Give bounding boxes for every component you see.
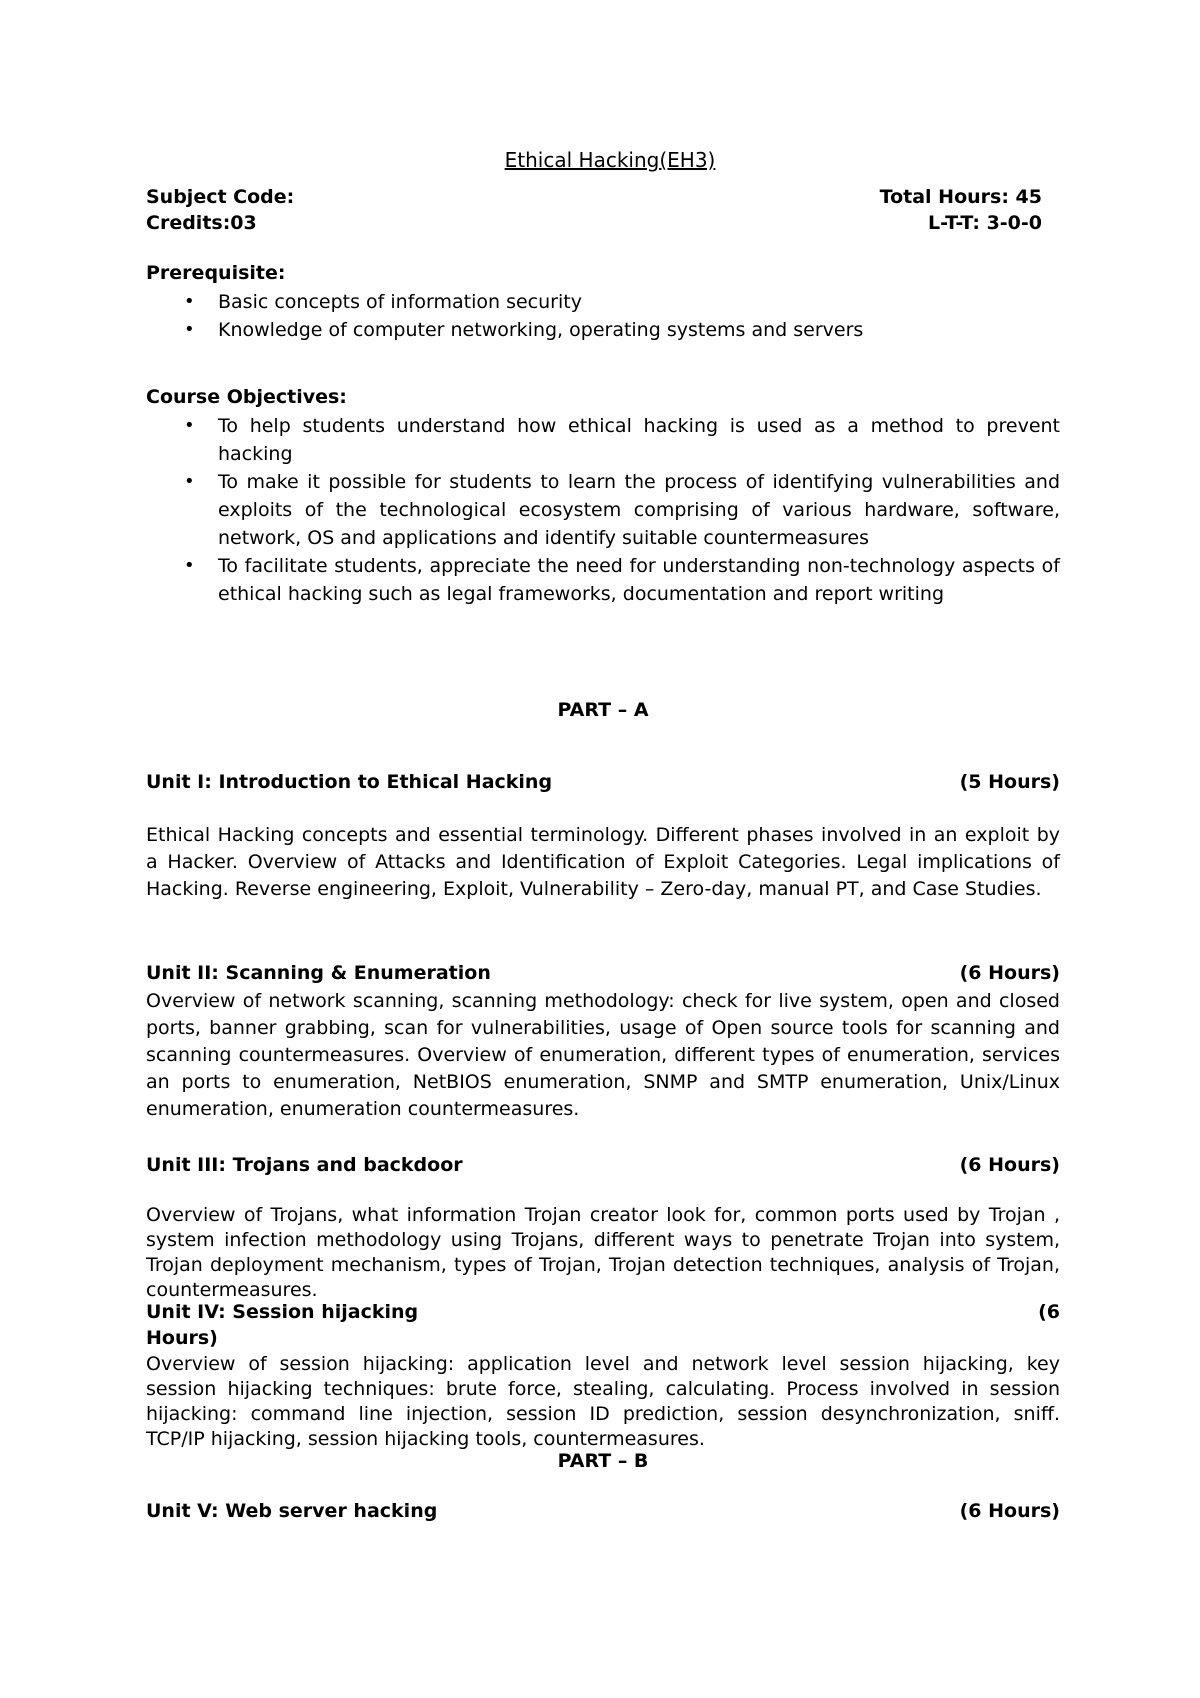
list-item: • Knowledge of computer networking, operating systems and servers <box>146 316 1060 344</box>
prerequisite-list <box>146 288 1060 344</box>
unit-5 <box>146 1500 1060 1526</box>
part-a-heading: PART – A <box>557 699 649 721</box>
meta-row-1 <box>146 186 1060 212</box>
unit-2 <box>146 962 1060 1123</box>
credits: Credits:03 <box>146 212 257 234</box>
objectives-section <box>146 386 1060 608</box>
bullet-icon: • <box>184 471 195 492</box>
unit-hours-end: Hours) <box>146 1327 218 1349</box>
unit-4-heading <box>146 1301 1060 1327</box>
bullet-icon: • <box>184 291 195 312</box>
objectives-heading: Course Objectives: <box>146 386 347 408</box>
unit-title: Unit III: Trojans and backdoor <box>146 1154 463 1176</box>
total-hours: Total Hours: 45 <box>879 186 1042 208</box>
unit-1-body: Ethical Hacking concepts and essential terminology. Different phases involved in an exploit by a Hacker. Overview of Attacks and Identification of Exploit Categories. Legal implications of Hacking. Reverse engineering, Exploit, Vulnerability – Zero-day, manual PT, and Case Studies. <box>146 824 1060 900</box>
unit-4 <box>146 1301 1060 1452</box>
prerequisite-section <box>146 262 1060 344</box>
unit-1 <box>146 771 1060 797</box>
objectives-list <box>146 412 1060 608</box>
unit-hours: (5 Hours) <box>959 771 1060 793</box>
list-item: • To make it possible for students to learn the process of identifying vulnerabilities and exploits of the technological ecosystem comprising of various hardware, software, network, OS and applications and identify suitable countermeasures <box>146 468 1060 552</box>
unit-4-body: Overview of session hijacking: application level and network level session hijacking, key session hijacking techniques: brute force, stealing, calculating. Process involved in session hijacking: command line injection, session ID prediction, session desynchronization, sniff. TCP/IP hijacking, session hijacking tools, countermeasures. <box>146 1353 1060 1450</box>
bullet-icon: • <box>184 415 195 436</box>
unit-3-heading <box>146 1154 1060 1180</box>
subject-code-label: Subject Code: <box>146 186 295 208</box>
document-title: Ethical Hacking(EH3) <box>504 148 716 172</box>
list-item: • To facilitate students, appreciate the need for understanding non-technology aspects of ethical hacking such as legal frameworks, documentation and report writing <box>146 552 1060 608</box>
prerequisite-heading: Prerequisite: <box>146 262 286 284</box>
unit-title: Unit II: Scanning & Enumeration <box>146 962 491 984</box>
course-meta <box>146 186 1060 238</box>
unit-hours-start: (6 <box>1038 1301 1060 1323</box>
unit-3-body: Overview of Trojans, what information Trojan creator look for, common ports used by Trojan , system infection methodology using Trojans, different ways to penetrate Trojan into system, Trojan deployment mechanism, types of Trojan, Trojan detection techniques, analysis of Trojan, countermeasures. <box>146 1204 1060 1301</box>
unit-2-body: Overview of network scanning, scanning methodology: check for live system, open and closed ports, banner grabbing, scan for vulnerabilities, usage of Open source tools for scanning and scanning countermeasures. Overview of enumeration, different types of enumeration, services an ports to enumeration, NetBIOS enumeration, SNMP and SMTP enumeration, Unix/Linux enumeration, enumeration countermeasures. <box>146 990 1060 1120</box>
unit-3 <box>146 1154 1060 1180</box>
list-item: • To help students understand how ethical hacking is used as a method to prevent hacking <box>146 412 1060 468</box>
bullet-icon: • <box>184 319 195 340</box>
unit-hours: (6 Hours) <box>959 1500 1060 1522</box>
meta-row-2 <box>146 212 1060 238</box>
unit-title: Unit V: Web server hacking <box>146 1500 438 1522</box>
unit-2-heading <box>146 962 1060 988</box>
unit-title: Unit IV: Session hijacking <box>146 1301 419 1323</box>
list-item: • Basic concepts of information security <box>146 288 1060 316</box>
unit-hours: (6 Hours) <box>959 1154 1060 1176</box>
unit-title: Unit I: Introduction to Ethical Hacking <box>146 771 553 793</box>
unit-hours: (6 Hours) <box>959 962 1060 984</box>
part-b-heading: PART – B <box>557 1450 649 1472</box>
ltt-value: L-T-T: 3-0-0 <box>927 212 1042 234</box>
bullet-icon: • <box>184 555 195 576</box>
unit-5-heading <box>146 1500 1060 1526</box>
unit-1-heading <box>146 771 1060 797</box>
